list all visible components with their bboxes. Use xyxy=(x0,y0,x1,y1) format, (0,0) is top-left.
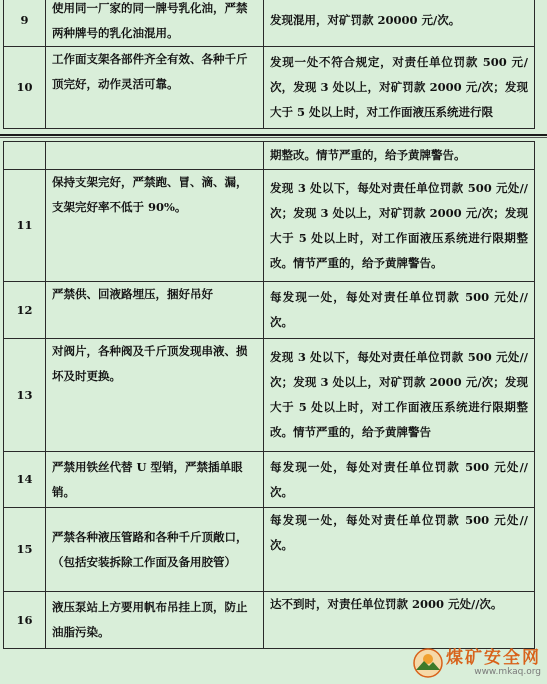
table-row xyxy=(4,282,535,339)
row-number: 10 xyxy=(4,47,46,129)
standards-table-bottom xyxy=(3,141,535,649)
row-number: 15 xyxy=(4,508,46,592)
table-row xyxy=(4,47,535,129)
penalty-cell: 发现一处不符合规定，对责任单位罚款 500 元/次，发现 3 处以上，对矿罚款 2000 元/次；发现大于 5 处以上时，对工作面液压系统进行限 xyxy=(264,47,535,129)
page-break-line xyxy=(0,134,547,136)
requirement-cell: 使用同一厂家的同一牌号乳化油，严禁两种牌号的乳化油混用。 xyxy=(46,0,264,47)
penalty-cell: 每发现一处，每处对责任单位罚款 500 元处//次。 xyxy=(264,282,535,339)
table-row xyxy=(4,452,535,508)
table-row xyxy=(4,142,535,170)
row-number: 11 xyxy=(4,170,46,282)
row-number: 12 xyxy=(4,282,46,339)
row-number xyxy=(4,142,46,170)
requirement-cell: 严禁各种液压管路和各种千斤顶敞口，（包括安装拆除工作面及备用胶管） xyxy=(46,508,264,592)
table-row xyxy=(4,592,535,649)
mountain-sun-icon xyxy=(413,648,443,678)
row-number: 9 xyxy=(4,0,46,47)
penalty-cell: 每发现一处，每处对责任单位罚款 500 元处//次。 xyxy=(264,508,535,592)
table-row xyxy=(4,0,535,47)
requirement-cell: 工作面支架各部件齐全有效、各种千斤顶完好，动作灵活可靠。 xyxy=(46,47,264,129)
page-break-line xyxy=(0,137,547,138)
row-number: 13 xyxy=(4,339,46,452)
row-number: 14 xyxy=(4,452,46,508)
watermark-url: www.mkaq.org xyxy=(474,666,541,677)
table-row xyxy=(4,339,535,452)
table-row xyxy=(4,170,535,282)
requirement-cell: 液压泵站上方要用帆布吊挂上顶，防止油脂污染。 xyxy=(46,592,264,649)
penalty-cell: 发现 3 处以下，每处对责任单位罚款 500 元处//次；发现 3 处以上，对矿罚款 2000 元/次；发现大于 5 处以上时，对工作面液压系统进行限期整改。情节严重的，给予黄牌警告。 xyxy=(264,170,535,282)
penalty-cell: 发现混用，对矿罚款 20000 元/次。 xyxy=(264,0,535,47)
requirement-cell: 严禁用铁丝代替 U 型销，严禁插单眼销。 xyxy=(46,452,264,508)
penalty-cell: 每发现一处，每处对责任单位罚款 500 元处//次。 xyxy=(264,452,535,508)
penalty-cell: 期整改。情节严重的，给予黄牌警告。 xyxy=(264,142,535,170)
requirement-cell: 保持支架完好，严禁跑、冒、滴、漏，支架完好率不低于 90%。 xyxy=(46,170,264,282)
penalty-cell: 达不到时，对责任单位罚款 2000 元处//次。 xyxy=(264,592,535,649)
table-row xyxy=(4,508,535,592)
requirement-cell: 严禁供、回液路埋压，捆好吊好 xyxy=(46,282,264,339)
requirement-cell: 对阀片，各种阀及千斤顶发现串液、损坏及时更换。 xyxy=(46,339,264,452)
standards-table-top xyxy=(3,0,535,129)
watermark-logo xyxy=(413,648,541,678)
requirement-cell xyxy=(46,142,264,170)
row-number: 16 xyxy=(4,592,46,649)
watermark-text: 煤矿安全网 xyxy=(446,647,541,668)
penalty-cell: 发现 3 处以下，每处对责任单位罚款 500 元处//次；发现 3 处以上，对矿罚款 2000 元/次；发现大于 5 处以上时，对工作面液压系统进行限期整改。情节严重的，给予黄牌警告 xyxy=(264,339,535,452)
